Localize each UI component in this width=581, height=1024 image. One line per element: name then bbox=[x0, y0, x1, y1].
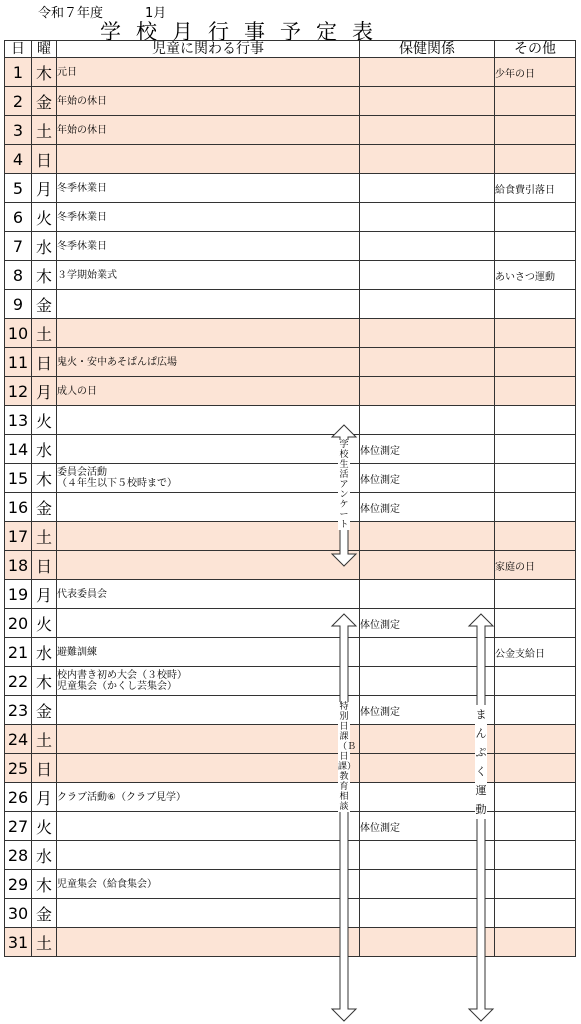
weekday-cell: 火 bbox=[32, 812, 57, 841]
weekday-cell: 火 bbox=[32, 609, 57, 638]
day-cell: 19 bbox=[5, 580, 32, 609]
special-schedule-arrow bbox=[332, 614, 356, 1021]
weekday-cell: 土 bbox=[32, 116, 57, 145]
weekday-cell: 金 bbox=[32, 290, 57, 319]
health-cell: 体位測定 bbox=[360, 609, 495, 638]
weekday-cell: 日 bbox=[32, 145, 57, 174]
day-cell: 16 bbox=[5, 493, 32, 522]
weekday-cell: 月 bbox=[32, 174, 57, 203]
weekday-cell: 火 bbox=[32, 203, 57, 232]
weekday-cell: 木 bbox=[32, 870, 57, 899]
weekday-cell: 木 bbox=[32, 464, 57, 493]
weekday-cell: 火 bbox=[32, 406, 57, 435]
other-cell: 公金支給日 bbox=[495, 638, 576, 667]
col-header-day: 日 bbox=[5, 41, 32, 58]
day-cell: 30 bbox=[5, 899, 32, 928]
day-cell: 4 bbox=[5, 145, 32, 174]
weekday-cell: 木 bbox=[32, 667, 57, 696]
weekday-cell: 日 bbox=[32, 551, 57, 580]
events-cell: 校内書き初め大会（３校時） 児童集会（かくし芸集会） bbox=[57, 667, 360, 696]
day-cell: 13 bbox=[5, 406, 32, 435]
day-cell: 14 bbox=[5, 435, 32, 464]
weekday-cell: 木 bbox=[32, 58, 57, 87]
weekday-cell: 金 bbox=[32, 899, 57, 928]
events-cell: 代表委員会 bbox=[57, 580, 360, 609]
special-schedule-annotation: 特別日課（Ｂ日課）教育相談 bbox=[338, 702, 357, 812]
other-cell: あいさつ運動 bbox=[495, 261, 576, 290]
events-cell: クラブ活動⑥（クラブ見学） bbox=[57, 783, 360, 812]
col-header-other: その他 bbox=[495, 41, 576, 58]
day-cell: 3 bbox=[5, 116, 32, 145]
health-cell: 体位測定 bbox=[360, 435, 495, 464]
events-cell: 委員会活動 （４年生以下５校時まで） bbox=[57, 464, 360, 493]
day-cell: 10 bbox=[5, 319, 32, 348]
events-cell: 年始の休日 bbox=[57, 116, 360, 145]
day-cell: 29 bbox=[5, 870, 32, 899]
other-cell: 少年の日 bbox=[495, 58, 576, 87]
day-cell: 18 bbox=[5, 551, 32, 580]
events-cell: 冬季休業日 bbox=[57, 232, 360, 261]
other-cell: 家庭の日 bbox=[495, 551, 576, 580]
day-cell: 23 bbox=[5, 696, 32, 725]
weekday-cell: 日 bbox=[32, 754, 57, 783]
weekday-cell: 土 bbox=[32, 725, 57, 754]
health-cell: 体位測定 bbox=[360, 696, 495, 725]
day-cell: 8 bbox=[5, 261, 32, 290]
weekday-cell: 月 bbox=[32, 783, 57, 812]
weekday-cell: 金 bbox=[32, 696, 57, 725]
events-cell: 避難訓練 bbox=[57, 638, 360, 667]
day-cell: 26 bbox=[5, 783, 32, 812]
weekday-cell: 金 bbox=[32, 87, 57, 116]
day-cell: 27 bbox=[5, 812, 32, 841]
day-cell: 9 bbox=[5, 290, 32, 319]
day-cell: 17 bbox=[5, 522, 32, 551]
events-cell: 元日 bbox=[57, 58, 360, 87]
day-cell: 21 bbox=[5, 638, 32, 667]
col-header-health: 保健関係 bbox=[360, 41, 495, 58]
month-label: 1月 bbox=[145, 6, 167, 21]
weekday-cell: 月 bbox=[32, 580, 57, 609]
weekday-cell: 土 bbox=[32, 319, 57, 348]
other-cell: 給食費引落日 bbox=[495, 174, 576, 203]
day-cell: 31 bbox=[5, 928, 32, 957]
page-title: 学校月行事予定表 bbox=[100, 20, 388, 44]
day-cell: 28 bbox=[5, 841, 32, 870]
weekday-cell: 水 bbox=[32, 232, 57, 261]
day-cell: 2 bbox=[5, 87, 32, 116]
day-cell: 25 bbox=[5, 754, 32, 783]
weekday-cell: 水 bbox=[32, 638, 57, 667]
weekday-cell: 月 bbox=[32, 377, 57, 406]
weekday-cell: 水 bbox=[32, 841, 57, 870]
health-cell: 体位測定 bbox=[360, 464, 495, 493]
col-header-dow: 曜 bbox=[32, 41, 57, 58]
manpuku-annotation: まんぷく運動 bbox=[475, 705, 487, 819]
day-cell: 11 bbox=[5, 348, 32, 377]
day-cell: 5 bbox=[5, 174, 32, 203]
events-cell: 鬼火・安中あそぱんぱ広場 bbox=[57, 348, 360, 377]
weekday-cell: 金 bbox=[32, 493, 57, 522]
day-cell: 15 bbox=[5, 464, 32, 493]
weekday-cell: 土 bbox=[32, 928, 57, 957]
col-header-events: 児童に関わる行事 bbox=[57, 41, 360, 58]
day-cell: 22 bbox=[5, 667, 32, 696]
survey-annotation: 学校生活アンケート bbox=[339, 440, 349, 530]
fiscal-year-label: 令和７年度 bbox=[38, 6, 104, 21]
day-cell: 12 bbox=[5, 377, 32, 406]
day-cell: 20 bbox=[5, 609, 32, 638]
events-cell: ３学期始業式 bbox=[57, 261, 360, 290]
events-cell: 年始の休日 bbox=[57, 87, 360, 116]
events-cell: 冬季休業日 bbox=[57, 174, 360, 203]
day-cell: 6 bbox=[5, 203, 32, 232]
events-cell: 児童集会（給食集会） bbox=[57, 870, 360, 899]
weekday-cell: 土 bbox=[32, 522, 57, 551]
weekday-cell: 日 bbox=[32, 348, 57, 377]
day-cell: 24 bbox=[5, 725, 32, 754]
events-cell: 成人の日 bbox=[57, 377, 360, 406]
weekday-cell: 木 bbox=[32, 261, 57, 290]
day-cell: 7 bbox=[5, 232, 32, 261]
events-cell: 冬季休業日 bbox=[57, 203, 360, 232]
health-cell: 体位測定 bbox=[360, 493, 495, 522]
health-cell: 体位測定 bbox=[360, 812, 495, 841]
weekday-cell: 水 bbox=[32, 435, 57, 464]
day-cell: 1 bbox=[5, 58, 32, 87]
